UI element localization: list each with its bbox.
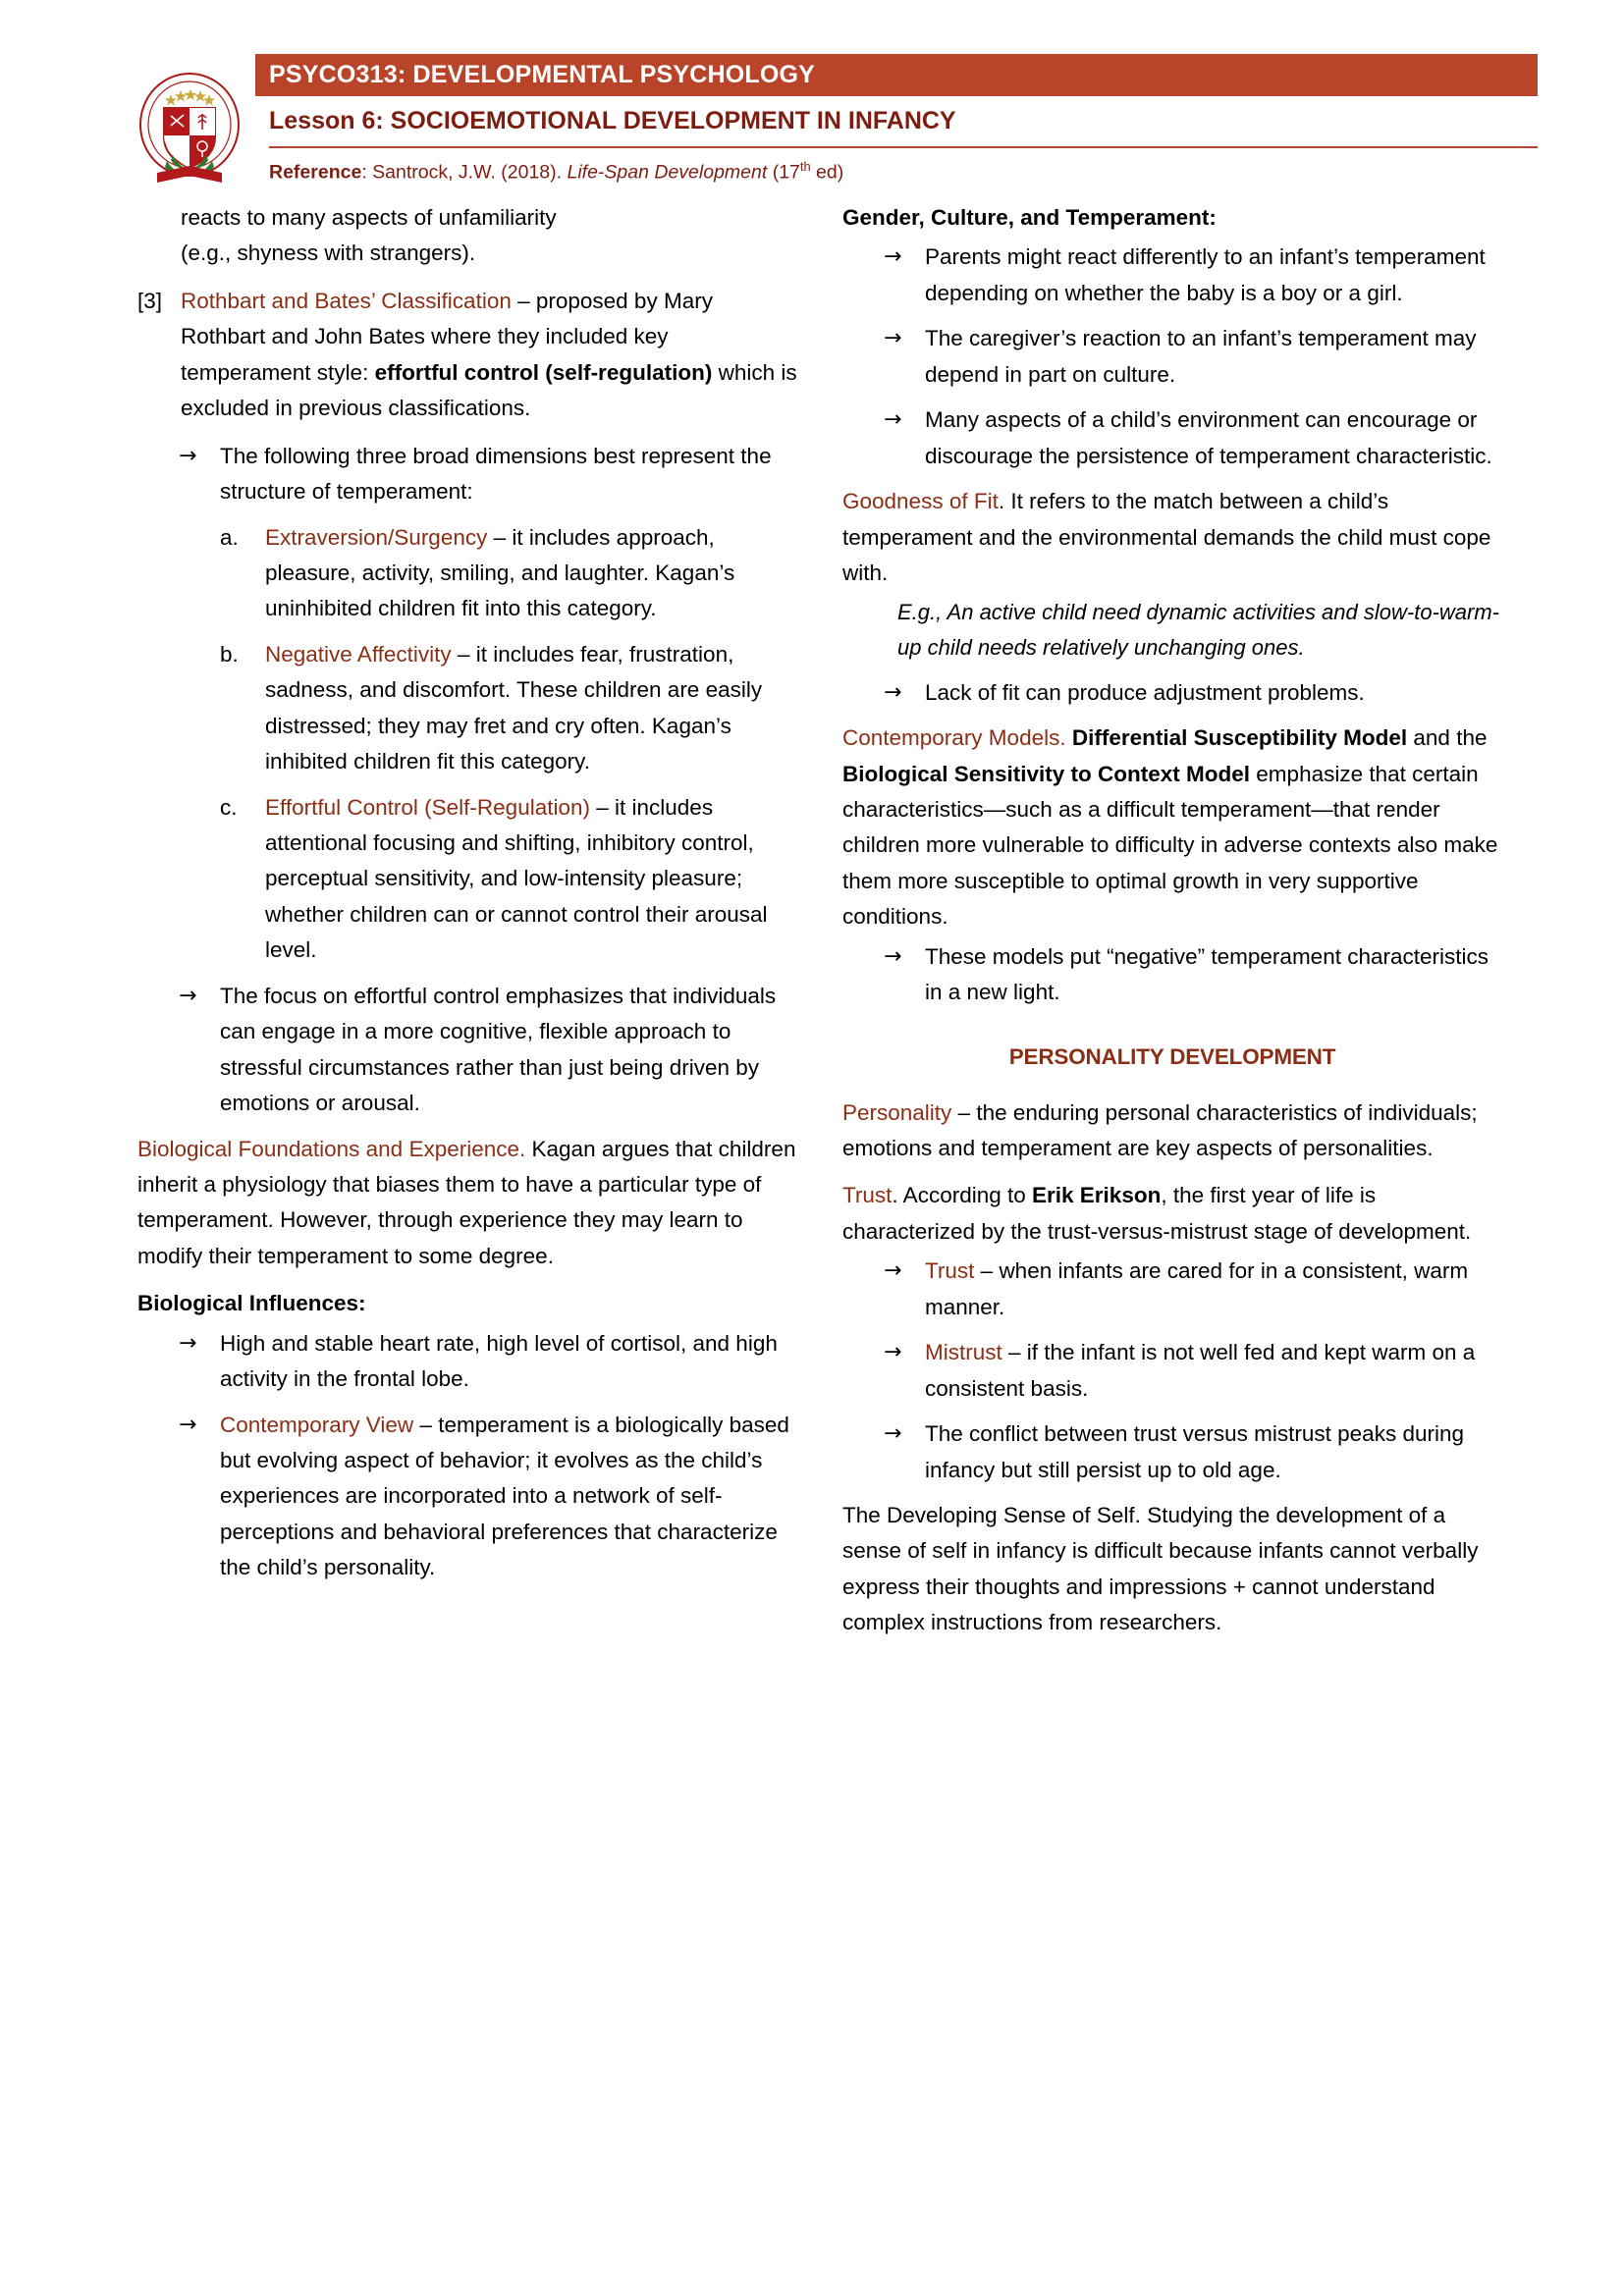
list-marker: c. [220, 794, 238, 820]
list-item-rothbart-bates [137, 284, 797, 427]
contemporary-models-text-b: and the [1407, 725, 1488, 751]
term-goodness-of-fit: Goodness of Fit [842, 489, 999, 514]
bullet-text: The conflict between trust versus mistrust peaks during infancy but still persist up to old age. [925, 1421, 1464, 1482]
term-mistrust-bullet: Mistrust [925, 1340, 1002, 1365]
term-trust: Trust [842, 1183, 893, 1208]
paragraph-trust [842, 1178, 1502, 1250]
section-heading-personality-development: PERSONALITY DEVELOPMENT [1008, 1043, 1336, 1069]
term-effortful-control-self-regulation: Effortful Control (Self-Regulation) [265, 794, 590, 820]
lesson-title: Lesson 6: SOCIOEMOTIONAL DEVELOPMENT IN INFANCY [269, 107, 956, 135]
bullet-caregiver-reaction [842, 321, 1502, 393]
term-contemporary-view: Contemporary View [220, 1412, 414, 1437]
arrow-icon: → [884, 943, 902, 969]
arrow-icon: → [179, 1412, 197, 1437]
bullet-text: High and stable heart rate, high level of cortisol, and high activity in the frontal lobe. [220, 1330, 778, 1392]
term-extraversion-surgency: Extraversion/Surgency [265, 524, 488, 550]
reference-citation: : Santrock, J.W. (2018). [361, 161, 568, 183]
negative-affectivity-description: – it includes fear, frustration, sadness, and discomfort. These children are easily distressed; they may fret and cry often. Kagan’s inhibited children fit this category. [265, 641, 763, 774]
carryover-line-1: reacts to many aspects of unfamiliarity [181, 205, 557, 230]
list-marker: [3] [137, 288, 163, 313]
term-negative-affectivity: Negative Affectivity [265, 641, 452, 667]
reference-label: Reference [269, 161, 362, 183]
list-item-text [181, 284, 797, 427]
bullet-text: Lack of fit can produce adjustment problems. [925, 679, 1365, 705]
list-item-text [265, 520, 797, 627]
arrow-icon: → [884, 1421, 902, 1447]
mistrust-bullet-description: – if the infant is not well fed and kept warm on a consistent basis. [925, 1340, 1476, 1401]
page-header [0, 0, 1624, 183]
contemporary-models-text-c: emphasize that certain characteristics—such as a difficult temperament—that render children more vulnerable to difficulty in adverse contexts also make them more susceptible to optimal growth in very supportive conditions. [842, 761, 1498, 930]
rothbart-text-c: which is excluded in previous classifications. [181, 359, 797, 421]
bullet-text: The focus on effortful control emphasizes that individuals can engage in a more cognitive, flexible approach to stressful circumstances rather than just being driven by emotions or arousal. [220, 983, 777, 1116]
right-column [842, 200, 1502, 1653]
bullet-text [925, 1335, 1502, 1407]
personality-description: – the enduring personal characteristics of individuals; emotions and temperament are key aspects of personalities. [842, 1099, 1478, 1160]
bullet-trust-mistrust-conflict [842, 1416, 1502, 1488]
bullet-text [220, 1408, 797, 1586]
bullet-text: These models put “negative” temperament characteristics in a new light. [925, 943, 1489, 1005]
bullet-focus-effortful-control [137, 979, 797, 1122]
arrow-icon: → [884, 407, 902, 433]
list-item-extraversion [137, 520, 797, 627]
bullet-text: Many aspects of a child’s environment can encourage or discourage the persistence of temperament characteristic. [925, 407, 1492, 468]
arrow-icon: → [884, 326, 902, 351]
trust-bullet-description: – when infants are cared for in a consistent, warm manner. [925, 1258, 1469, 1319]
effortful-control-description: – it includes attentional focusing and shifting, inhibitory control, perceptual sensitivity, and low-intensity pleasure; whether children can or cannot control their arousal level. [265, 794, 768, 963]
university-logo-icon [137, 71, 242, 187]
paragraph-developing-sense-of-self: The Developing Sense of Self. Studying the development of a sense of self in infancy is difficult because infants cannot verbally express their thoughts and impressions + cannot understand complex instructions from researchers. [842, 1502, 1479, 1635]
bullet-trust-definition [842, 1254, 1502, 1325]
paragraph-goodness-of-fit [842, 484, 1502, 591]
course-title-bar: PSYCO313: DEVELOPMENTAL PSYCHOLOGY [255, 54, 1538, 96]
arrow-icon: → [884, 1340, 902, 1365]
arrow-icon: → [884, 244, 902, 270]
carryover-line-2: (e.g., shyness with strangers). [181, 240, 476, 266]
heading-biological-influences: Biological Influences: [137, 1291, 366, 1316]
bullet-lack-of-fit [842, 675, 1502, 711]
term-personality: Personality [842, 1099, 952, 1125]
bullet-text [925, 1254, 1502, 1325]
list-marker: b. [220, 641, 239, 667]
reference-edition-ordinal: th [799, 158, 811, 174]
list-item-text [265, 790, 797, 969]
bullet-text: The caregiver’s reaction to an infant’s temperament may depend in part on culture. [925, 326, 1477, 387]
bullet-mistrust-definition [842, 1335, 1502, 1407]
example-note-goodness-of-fit: E.g., An active child need dynamic activities and slow-to-warm-up child needs relatively unchanging ones. [897, 600, 1499, 660]
paragraph-contemporary-models [842, 721, 1502, 935]
term-rothbart-bates-classification: Rothbart and Bates’ Classification [181, 288, 512, 313]
reference-edition-close: ed) [810, 161, 844, 183]
term-biological-foundations: Biological Foundations and Experience. [137, 1136, 526, 1161]
list-item-text [265, 637, 797, 780]
arrow-icon: → [884, 679, 902, 705]
reference-book-title: Life-Span Development [567, 161, 768, 183]
trust-text-b: , the first year of life is characterized by the trust-versus-mistrust stage of development. [842, 1183, 1472, 1244]
reference-edition-open: (17 [767, 161, 800, 183]
arrow-icon: → [179, 983, 197, 1008]
bullet-contemporary-view [137, 1408, 797, 1586]
bullet-parents-react [842, 240, 1502, 311]
contemporary-view-description: – temperament is a biologically based but evolving aspect of behavior; it evolves as the child’s experiences are incorporated into a network of self-perceptions and behavioral preferences that characterize the child’s personality. [220, 1412, 789, 1580]
reference-line [255, 148, 1538, 184]
biological-foundations-text: Kagan argues that children inherit a physiology that biases them to have a particular type of temperament. However, through experience they may learn to modify their temperament to some degree. [137, 1136, 796, 1268]
list-item-effortful-control [137, 790, 797, 969]
paragraph-biological-foundations [137, 1132, 797, 1275]
term-biological-sensitivity-model: Biological Sensitivity to Context Model [842, 761, 1251, 786]
trust-text-a: . According to [892, 1183, 1033, 1208]
two-column-body [0, 177, 1624, 1653]
bullet-child-environment [842, 402, 1502, 474]
extraversion-description: – it includes approach, pleasure, activity, smiling, and laughter. Kagan’s uninhibited children fit into this category. [265, 524, 735, 621]
bullet-heart-rate [137, 1326, 797, 1398]
term-differential-susceptibility-model: Differential Susceptibility Model [1065, 725, 1408, 751]
term-erik-erikson: Erik Erikson [1032, 1183, 1162, 1208]
carryover-paragraph [137, 200, 797, 272]
term-contemporary-models: Contemporary Models. [842, 725, 1066, 751]
left-column [137, 200, 797, 1653]
arrow-icon: → [179, 1330, 197, 1356]
arrow-icon: → [179, 443, 197, 468]
term-trust-bullet: Trust [925, 1258, 975, 1284]
bullet-text: Parents might react differently to an infant’s temperament depending on whether the baby is a boy or a girl. [925, 244, 1486, 305]
term-effortful-control: effortful control (self-regulation) [374, 359, 713, 385]
goodness-of-fit-text: . It refers to the match between a child’s temperament and the environmental demands the child must cope with. [842, 489, 1491, 585]
bullet-three-dimensions [137, 439, 797, 510]
bullet-text: The following three broad dimensions best represent the structure of temperament: [220, 443, 772, 505]
rothbart-text-a: – proposed by Mary Rothbart and John Bates where they included key temperament style: [181, 288, 713, 385]
list-item-negative-affectivity [137, 637, 797, 780]
arrow-icon: → [884, 1258, 902, 1284]
paragraph-personality [842, 1095, 1502, 1167]
list-marker: a. [220, 524, 239, 550]
bullet-negative-temperament-new-light [842, 939, 1502, 1011]
heading-gender-culture-temperament: Gender, Culture, and Temperament: [842, 205, 1217, 230]
